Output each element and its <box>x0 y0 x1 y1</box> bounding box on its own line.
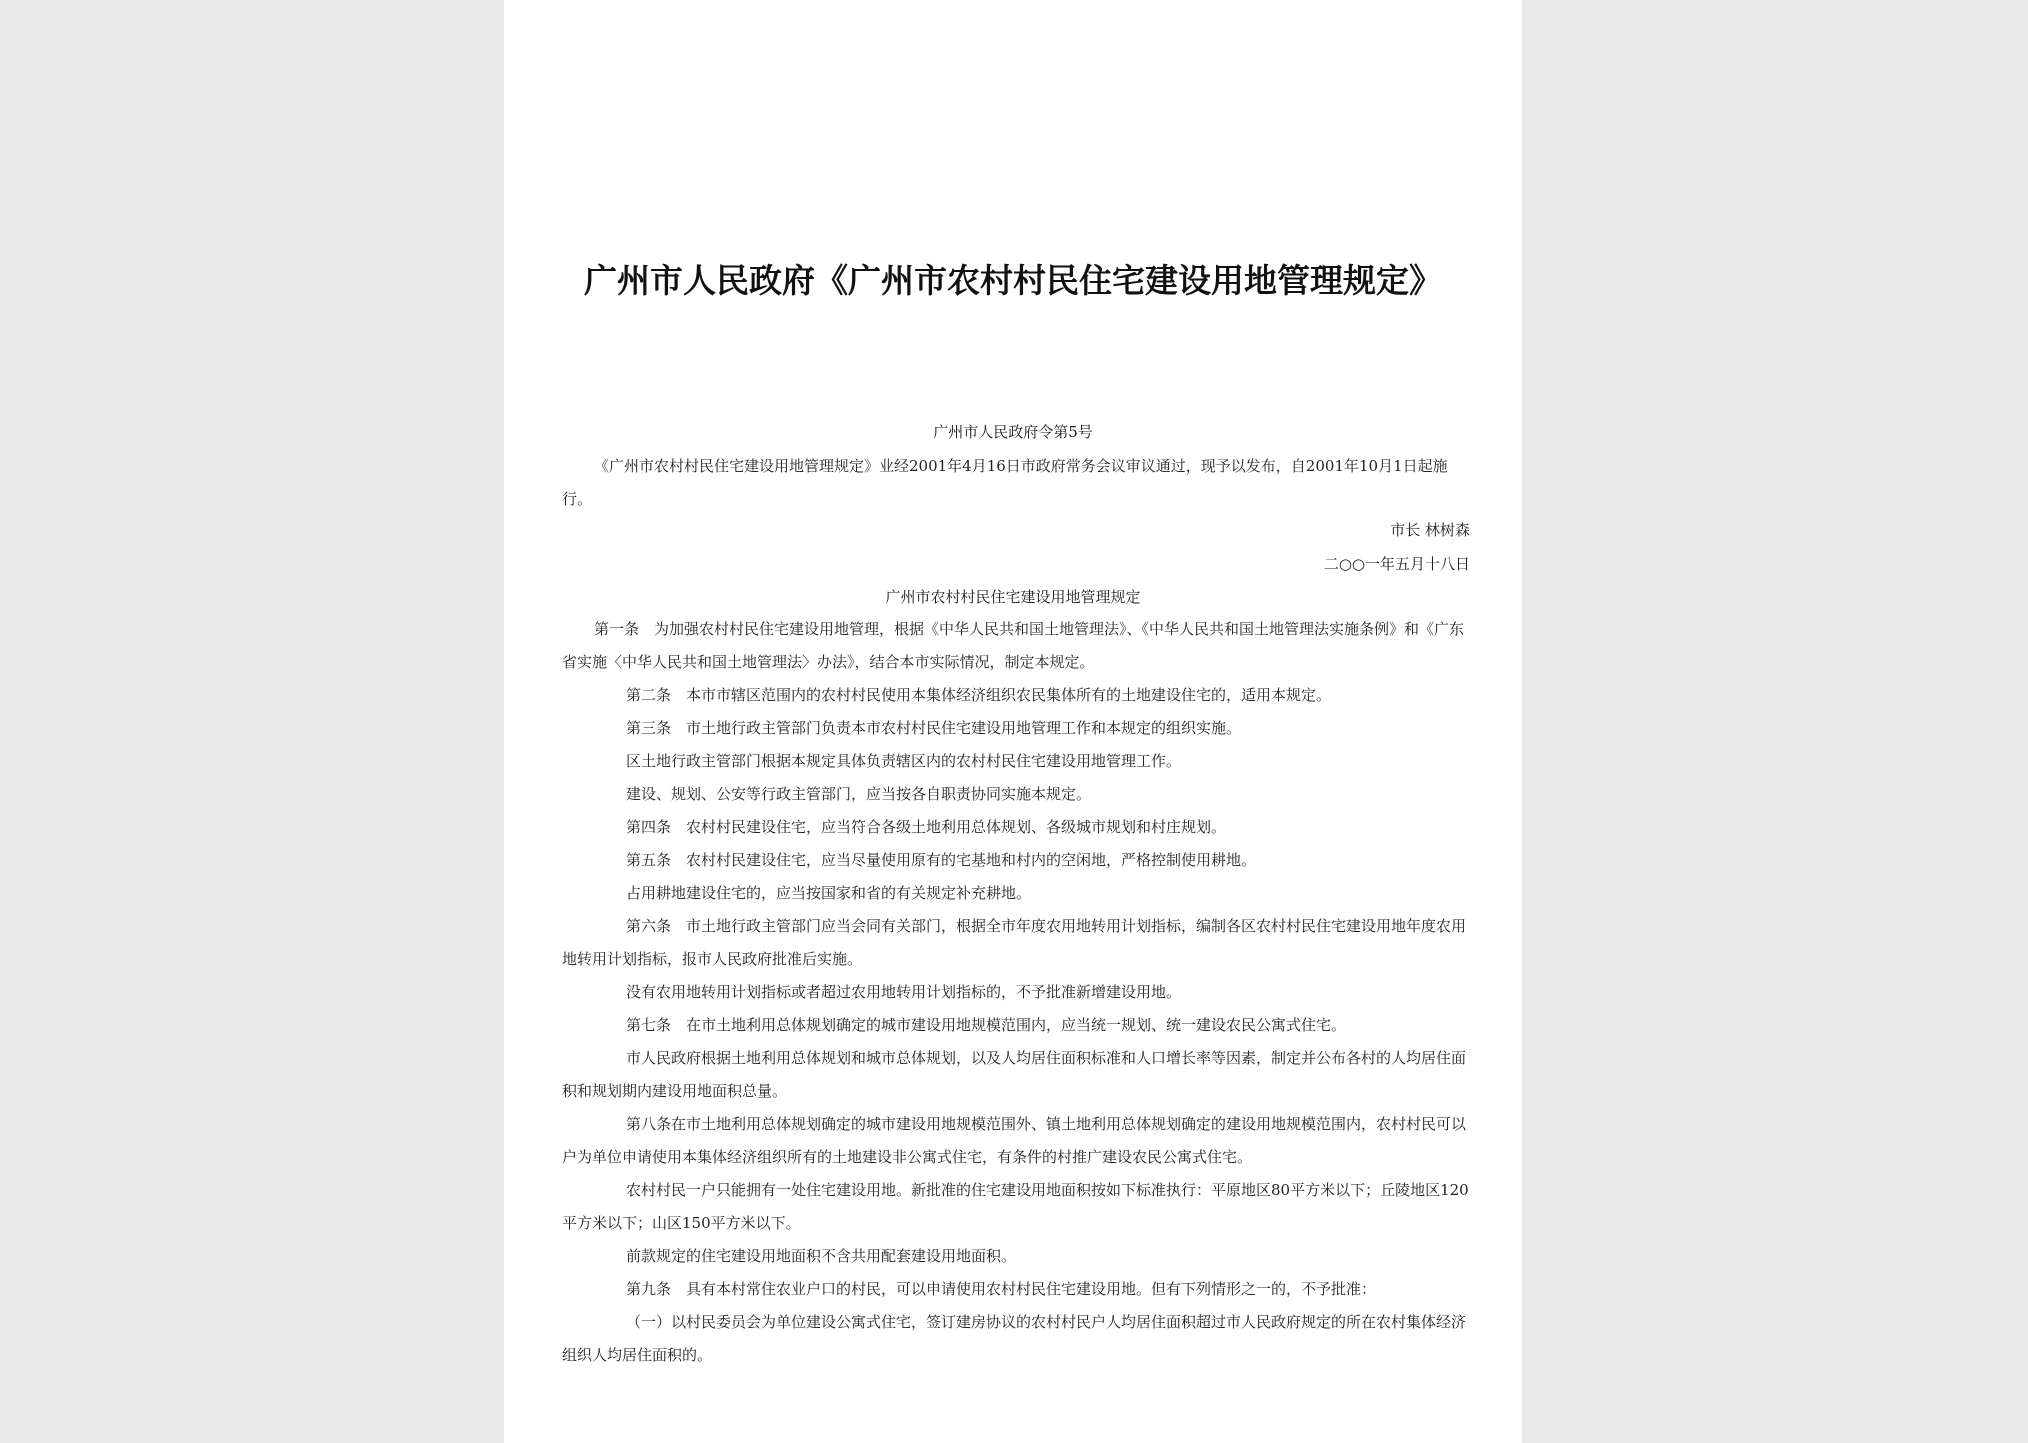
paragraph: 第七条 在市土地利用总体规划确定的城市建设用地规模范围内，应当统一规划、统一建设农民公寓式住宅。 <box>626 1016 1347 1034</box>
paragraph: 第三条 市土地行政主管部门负责本市农村村民住宅建设用地管理工作和本规定的组织实施。 <box>626 719 1242 737</box>
paragraph: 第四条 农村村民建设住宅，应当符合各级土地利用总体规划、各级城市规划和村庄规划。 <box>626 818 1227 836</box>
order-number: 广州市人民政府令第5号 <box>933 423 1093 441</box>
paragraph: 第八条在市土地利用总体规划确定的城市建设用地规模范围外、镇土地利用总体规划确定的建设用地规模范围内，农村村民可以户为单位申请使用本集体经济组织所有的土地建设非公寓式住宅，有条件的村推广建设农民公寓式住宅。 <box>562 1115 1467 1166</box>
paragraph: 第五条 农村村民建设住宅，应当尽量使用原有的宅基地和村内的空闲地，严格控制使用耕地。 <box>626 851 1257 869</box>
paragraph: 占用耕地建设住宅的，应当按国家和省的有关规定补充耕地。 <box>626 884 1032 902</box>
paragraph: 市人民政府根据土地利用总体规划和城市总体规划，以及人均居住面积标准和人口增长率等因素，制定并公布各村的人均居住面积和规划期内建设用地面积总量。 <box>562 1049 1467 1100</box>
regulation-subtitle: 广州市农村村民住宅建设用地管理规定 <box>885 588 1141 606</box>
document-title: 广州市人民政府《广州市农村村民住宅建设用地管理规定》 <box>584 261 1442 300</box>
preamble-text: 《广州市农村村民住宅建设用地管理规定》业经2001年4月16日市政府常务会议审议通过，现予以发布，自2001年10月1日起施行。 <box>562 457 1448 508</box>
signature-mayor: 市长 林树森 <box>1390 521 1470 539</box>
preamble <box>562 450 1470 516</box>
paragraph: 前款规定的住宅建设用地面积不含共用配套建设用地面积。 <box>626 1247 1017 1265</box>
paragraph: （一）以村民委员会为单位建设公寓式住宅，签订建房协议的农村村民户人均居住面积超过市人民政府规定的所在农村集体经济组织人均居住面积的。 <box>562 1313 1467 1364</box>
paragraph: 第二条 本市市辖区范围内的农村村民使用本集体经济组织农民集体所有的土地建设住宅的，适用本规定。 <box>626 686 1332 704</box>
signature-date: 二○○一年五月十八日 <box>1323 555 1470 573</box>
paragraph: 区土地行政主管部门根据本规定具体负责辖区内的农村村民住宅建设用地管理工作。 <box>626 752 1182 770</box>
paragraph: 第一条 为加强农村村民住宅建设用地管理，根据《中华人民共和国土地管理法》、《中华人民共和国土地管理法实施条例》和《广东省实施〈中华人民共和国土地管理法〉办法》，结合本市实际情况，制定本规定。 <box>562 620 1465 671</box>
document-page <box>504 0 1522 1443</box>
paragraph: 第六条 市土地行政主管部门应当会同有关部门，根据全市年度农用地转用计划指标，编制各区农村村民住宅建设用地年度农用地转用计划指标，报市人民政府批准后实施。 <box>562 917 1467 968</box>
articles-body <box>562 613 1470 1372</box>
paragraph: 没有农用地转用计划指标或者超过农用地转用计划指标的，不予批准新增建设用地。 <box>626 983 1182 1001</box>
paragraph: 农村村民一户只能拥有一处住宅建设用地。新批准的住宅建设用地面积按如下标准执行：平原地区80平方米以下；丘陵地区120平方米以下；山区150平方米以下。 <box>562 1181 1469 1232</box>
paragraph: 建设、规划、公安等行政主管部门，应当按各自职责协同实施本规定。 <box>626 785 1092 803</box>
paragraph: 第九条 具有本村常住农业户口的村民，可以申请使用农村村民住宅建设用地。但有下列情形之一的，不予批准： <box>626 1280 1377 1298</box>
